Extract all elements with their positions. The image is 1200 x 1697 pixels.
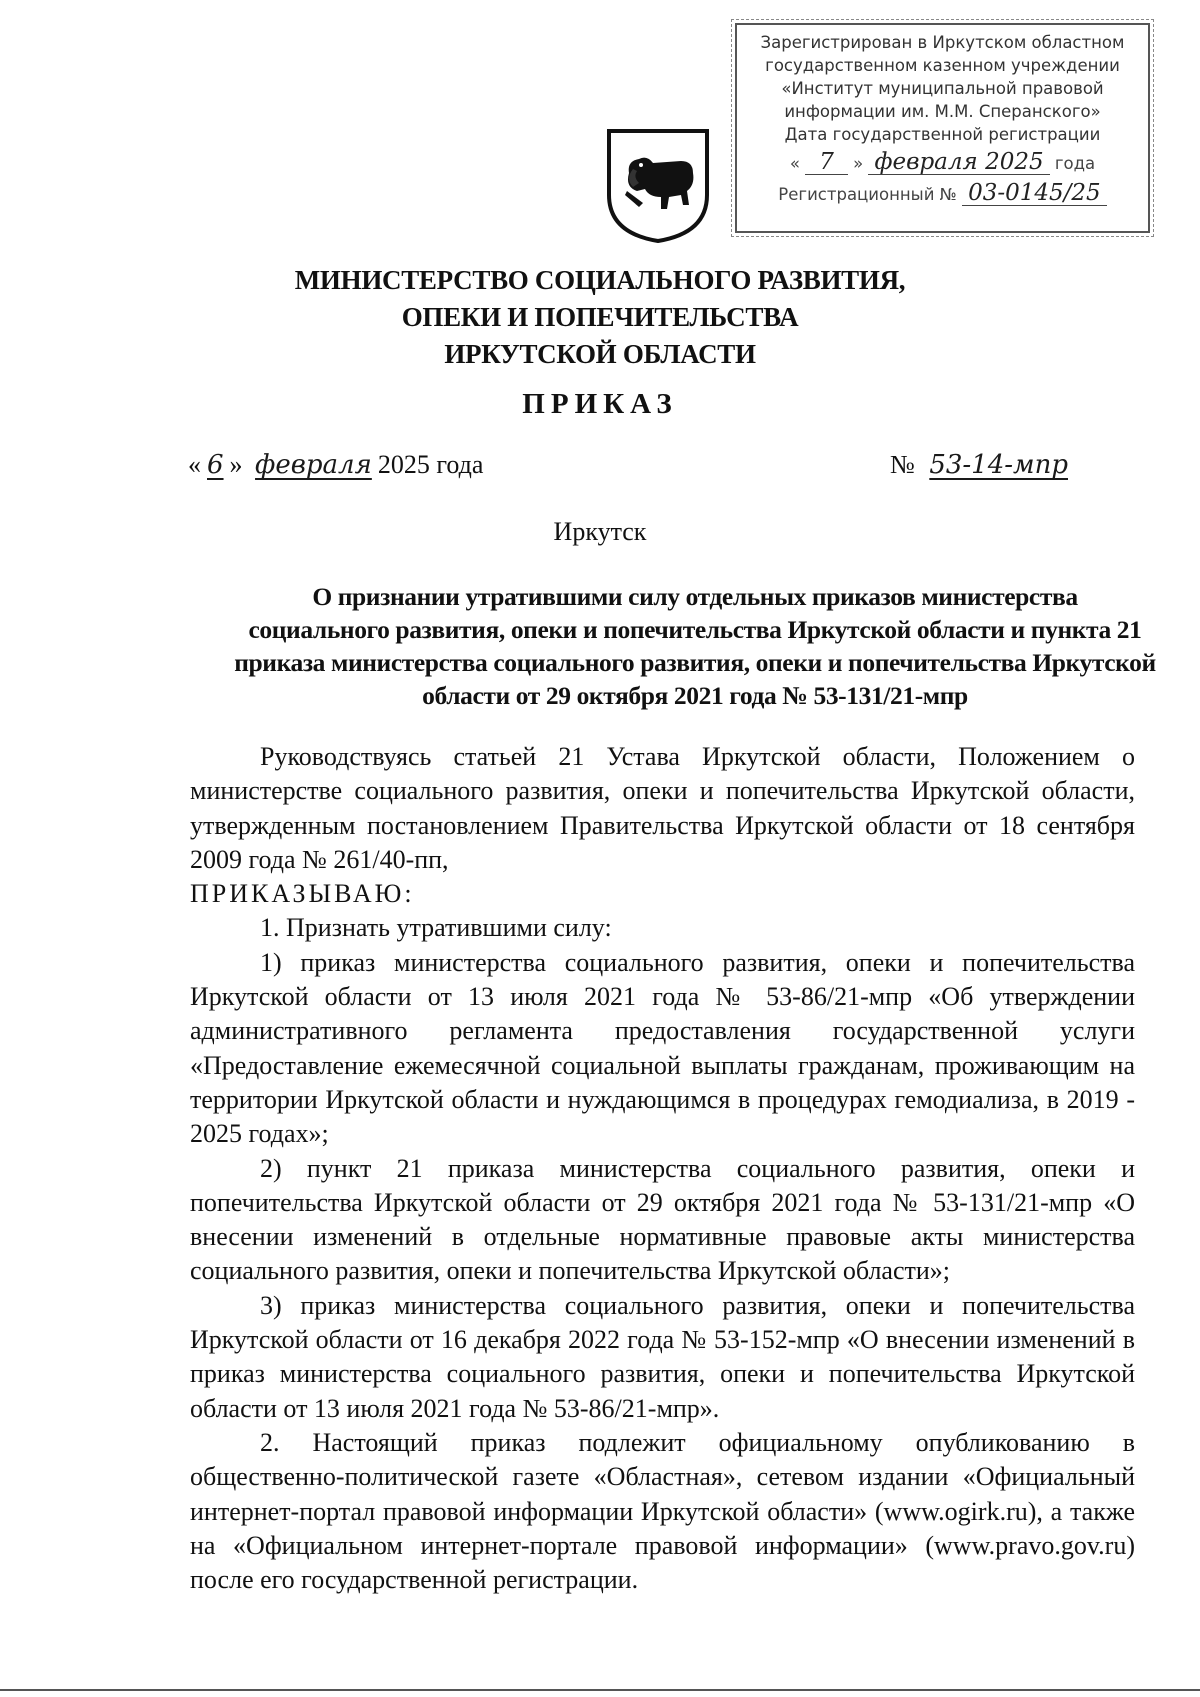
stamp-registration-date [745, 150, 1140, 175]
city: Иркутск [553, 517, 647, 546]
title-line: О признании утратившими силу отдельных приказов министерства [312, 582, 1078, 611]
stamp-reg-label: Регистрационный № [778, 185, 957, 204]
ministry-line: МИНИСТЕРСТВО СОЦИАЛЬНОГО РАЗВИТИЯ, [294, 265, 906, 295]
stamp-date-day: 7 [805, 150, 848, 175]
title-line: социального развития, опеки и попечительства Иркутской области и пункта 21 [248, 615, 1142, 644]
title-line: области от 29 октября 2021 года № 53-131/21-мпр [422, 681, 968, 710]
title-line: приказа министерства социального развития, опеки и попечительства Иркутской [234, 648, 1156, 677]
order-word: ПРИКАЗЫВАЮ: [190, 879, 415, 909]
preamble: Руководствуясь статьей 21 Устава Иркутской области, Положением о министерстве социального развития, опеки и попечительства Иркутской области, утвержденным постановлением Правительства Иркутской области от 18 сентября 2009 года № 261/40-пп, [190, 742, 1135, 874]
stamp-reg-number: 03-0145/25 [962, 181, 1107, 206]
clause-1-1: 1) приказ министерства социального развития, опеки и попечительства Иркутской области от 13 июля 2021 года № 53-86/21-мпр «Об утверждении административного регламента предоставления государственной услуги «Предоставление ежемесячной социальной выплаты гражданам, проживающим на территории Иркутской области и нуждающимся в процедурах гемодиализа, в 2019 - 2025 годах»; [190, 947, 1135, 1149]
page-bottom-rule [0, 1689, 1200, 1691]
ministry-line: ОПЕКИ И ПОПЕЧИТЕЛЬСТВА [401, 302, 799, 332]
order-date-mid: » [229, 450, 243, 479]
clause-1: 1. Признать утратившими силу: [260, 913, 612, 943]
document-body [190, 740, 1135, 1597]
clause-1-2: 2) пункт 21 приказа министерства социального развития, опеки и попечительства Иркутской области от 29 октября 2021 года № 53-131/21-мпр «О внесении изменений в отдельные нормативные правовые акты министерства социального развития, опеки и попечительства Иркутской области»; [190, 1153, 1135, 1286]
document-type: ПРИКАЗ [522, 388, 678, 420]
clause-1-3: 3) приказ министерства социального развития, опеки и попечительства Иркутской области от 16 декабря 2022 года № 53-152-мпр «О внесении изменений в приказ министерства социального развития, опеки и попечительства Иркутской области от 13 июля 2021 года № 53-86/21-мпр». [190, 1290, 1135, 1423]
stamp-line: информации им. М.М. Сперанского» [784, 102, 1101, 121]
order-date-month: февраля [255, 450, 372, 480]
order-date-year: 2025 года [377, 450, 484, 479]
stamp-line: «Институт муниципальной правовой [781, 79, 1104, 98]
stamp-date-month: февраля 2025 [868, 150, 1049, 175]
stamp-line: государственном казенном учреждении [765, 56, 1120, 75]
order-number-value: 53-14-мпр [929, 450, 1068, 480]
ministry-line: ИРКУТСКОЙ ОБЛАСТИ [444, 339, 756, 369]
stamp-line: Дата государственной регистрации [784, 125, 1101, 144]
stamp-line: Зарегистрирован в Иркутском областном [760, 33, 1125, 52]
order-date [188, 450, 483, 480]
clause-2: 2. Настоящий приказ подлежит официальному опубликованию в общественно-политической газете «Областная», сетевом издании «Официальный интернет-портал правовой информации Иркутской области» (www.ogirk.ru), а также на «Официальном интернет-портале правовой информации» (www.pravo.gov.ru) после его государственной регистрации. [190, 1427, 1135, 1595]
order-number-label: № [890, 450, 915, 479]
order-date-open: « [188, 450, 201, 479]
stamp-date-open: « [789, 154, 800, 173]
coat-of-arms-icon [603, 125, 713, 245]
document-title [190, 580, 1200, 712]
registration-stamp [735, 23, 1150, 233]
stamp-date-suffix: года [1054, 154, 1096, 173]
stamp-registration-number [745, 181, 1140, 206]
ministry-name [0, 262, 1200, 373]
order-number [890, 450, 1076, 480]
order-date-day: 6 [207, 450, 224, 480]
stamp-date-mid: » [853, 154, 864, 173]
